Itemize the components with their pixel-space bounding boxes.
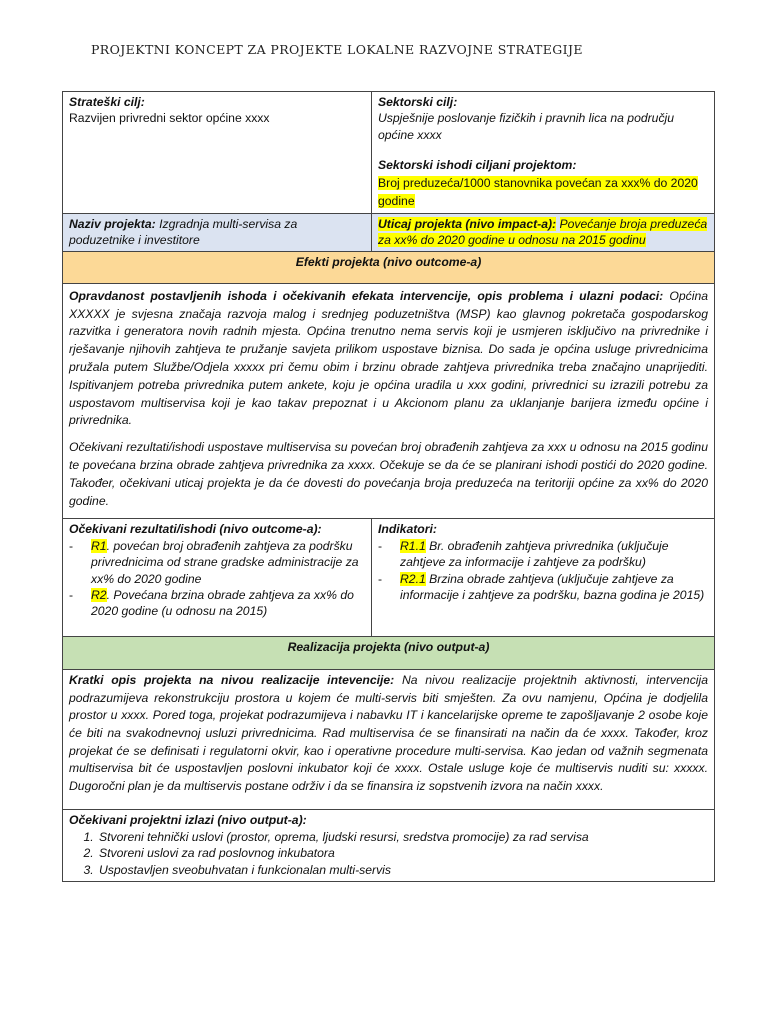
outputs-cell	[63, 810, 715, 882]
sector-outcomes-label: Sektorski ishodi ciljani projektom:	[378, 158, 577, 173]
justification-text: Općina XXXXX je svjesna značaja razvoja malog i srednjeg poduzetništva (MSP) kao glavnog pokretača gospodarskog razvitka i generatora novih radnih mjesta. Općina trenutno nema servis koji je usmjeren isključivo na privrednike i rješavanje njihovih zahtjeva te pružanje savjeta prilikom uspostave biznisa. Do sada je općina usluge privrednicima pružala putem Službe/Odjela xxxxx pri čemu obim i brzinu obrade zahtjeva privrednika treba značajno unaprijediti. Ispitivanjem potreba privrednika putem ankete, koju je općina uradila u xxx godini, privrednici su izrazili potrebu za uspostavom multiservisa koji je kao takav prepoznat i u Akcionom planu za uklanjanje barijera između općine i privrednika.	[69, 288, 709, 428]
list-item: 3. Uspostavljen sveobuhvatan i funkcionalan multi-servis	[97, 862, 708, 878]
project-name-label: Naziv projekta:	[69, 216, 156, 231]
indicators-list	[378, 538, 708, 604]
outcomes-indicators-row	[63, 519, 715, 636]
strategic-goal-cell	[63, 92, 372, 214]
effects-header: Efekti projekta (nivo outcome-a)	[63, 252, 715, 283]
outcome-code: R2	[91, 588, 107, 603]
project-name-cell	[63, 213, 372, 252]
outcomes-label: Očekivani rezultati/ishodi (nivo outcome-a):	[69, 522, 322, 537]
outcome-text: . Povećana brzina obrade zahtjeva za xx% do 2020 godine (u odnosu na 2015)	[91, 588, 354, 619]
indicators-cell	[372, 519, 715, 636]
indicator-text: Br. obrađenih zahtjeva privrednika (uključuje zahtjeve za informacije i zahtjeve za podršku)	[400, 538, 669, 570]
sector-outcomes-text: Broj preduzeća/1000 stanovnika povećan za xxx% do 2020 godine	[378, 175, 698, 208]
outputs-row	[63, 810, 715, 882]
list-item: 1. Stvoreni tehnički uslovi (prostor, oprema, ljudski resursi, sredstva promocije) za rad servisa	[97, 829, 708, 845]
indicator-code: R1.1	[400, 538, 426, 553]
realization-header-row	[63, 636, 715, 669]
list-item: - R1. povećan broj obrađenih zahtjeva za podršku privrednicima od strane gradske administracije za xx% do 2020 godine	[69, 538, 359, 586]
justification-text-2: Očekivani rezultati/ishodi uspostave multiservisa su povećan broj obrađenih zahtjeva za xxx u odnosu na 2015 godinu te povećana brzina obrade zahtjeva privrednika za xxxx. Očekuje se da će se planirani ishodi postići do 2020 godine. Također, očekivani uticaj projekta je da će dovesti do povećanja broja preduzeća na teritoriji općine za xx% do 2020 godine.	[69, 440, 708, 508]
indicators-label: Indikatori:	[378, 522, 437, 537]
project-name-text: Izgradnja multi-servisa za poduzetnike i investitore	[69, 216, 298, 248]
outcome-code: R1	[91, 538, 107, 553]
sector-goal-text: Uspješnije poslovanje fizičkih i pravnih lica na području općine xxxx	[378, 111, 675, 142]
list-item: - R2.1 Brzina obrade zahtjeva (uključuje zahtjeve za informacije i zahtjeve za podršku, bazna godina je 2015)	[378, 571, 705, 603]
justification-row	[63, 283, 715, 519]
strategic-goal-label: Strateški cilj:	[69, 95, 145, 109]
outcomes-list	[69, 538, 365, 620]
impact-cell	[372, 213, 715, 252]
outcome-text: . povećan broj obrađenih zahtjeva za podršku privrednicima od strane gradske administracije za xx% do 2020 godine	[91, 538, 359, 586]
indicator-text: Brzina obrade zahtjeva (uključuje zahtjeve za informacije i zahtjeve za podršku, bazna godina je 2015)	[400, 571, 705, 603]
justification-cell	[63, 283, 715, 519]
impact-label: Uticaj projekta (nivo impact-a):	[378, 216, 557, 231]
document-title: PROJEKTNI KONCEPT ZA PROJEKTE LOKALNE RAZVOJNE STRATEGIJE	[91, 42, 583, 57]
list-item: 2. Stvoreni uslovi za rad poslovnog inkubatora	[97, 845, 708, 861]
outcomes-cell	[63, 519, 372, 636]
outputs-list	[69, 829, 708, 878]
strategic-goal-text: Razvijen privredni sektor općine xxxx	[69, 111, 270, 126]
short-description-cell	[63, 670, 715, 810]
justification-label: Opravdanost postavljenih ishoda i očekivanih efekata intervencije, opis problema i ulazni podaci:	[69, 288, 664, 303]
short-description-label: Kratki opis projekta na nivou realizacije intevencije:	[69, 673, 395, 688]
effects-header-row	[63, 252, 715, 283]
project-name-row	[63, 213, 715, 252]
short-description-row	[63, 670, 715, 810]
list-item: - R1.1 Br. obrađenih zahtjeva privrednika (uključuje zahtjeve za informacije i zahtjeve za podršku)	[378, 538, 669, 570]
realization-header: Realizacija projekta (nivo output-a)	[63, 636, 715, 669]
sector-goal-label: Sektorski cilj:	[378, 95, 458, 109]
list-item: - R2. Povećana brzina obrade zahtjeva za xx% do 2020 godine (u odnosu na 2015)	[69, 588, 354, 619]
impact-text: Povećanje broja preduzeća za xx% do 2020 godine u odnosu na 2015 godinu	[378, 216, 708, 248]
goals-row	[63, 92, 715, 214]
short-description-text: Na nivou realizacije projektnih aktivnosti, intervencija podrazumijeva rekonstrukciju prostora u kojem će multi-servis biti smješten. Za ovu namjenu, Općina je dodjelila prostor u xxxx. Pored toga, projekat podrazumijeva i nabavku IT i kancelarijske opreme te zapošljavanje 2 osobe koje će biti na svakodnevnoj usluzi privrednicima. Rad multiservisa će se finansirati na način da će xxxx. Također, kroz projekat će se definisati i regulatorni okvir, kao i operativne procedure multi-servisa. Kao jedan od važnih segmenata multiservisa bit će uspostavljen poslovni inkubator koji će xxxx. Ostale usluge koje će multiservis nuditi su: xxxxx. Dugoročni plan je da multiservis postane održiv i da se finansira iz sopstvenih izvora na način xxxx.	[69, 673, 709, 793]
sector-goal-cell	[372, 92, 715, 214]
project-concept-table	[62, 91, 715, 882]
indicator-code: R2.1	[400, 571, 426, 586]
outputs-label: Očekivani projektni izlazi (nivo output-a):	[69, 813, 307, 828]
